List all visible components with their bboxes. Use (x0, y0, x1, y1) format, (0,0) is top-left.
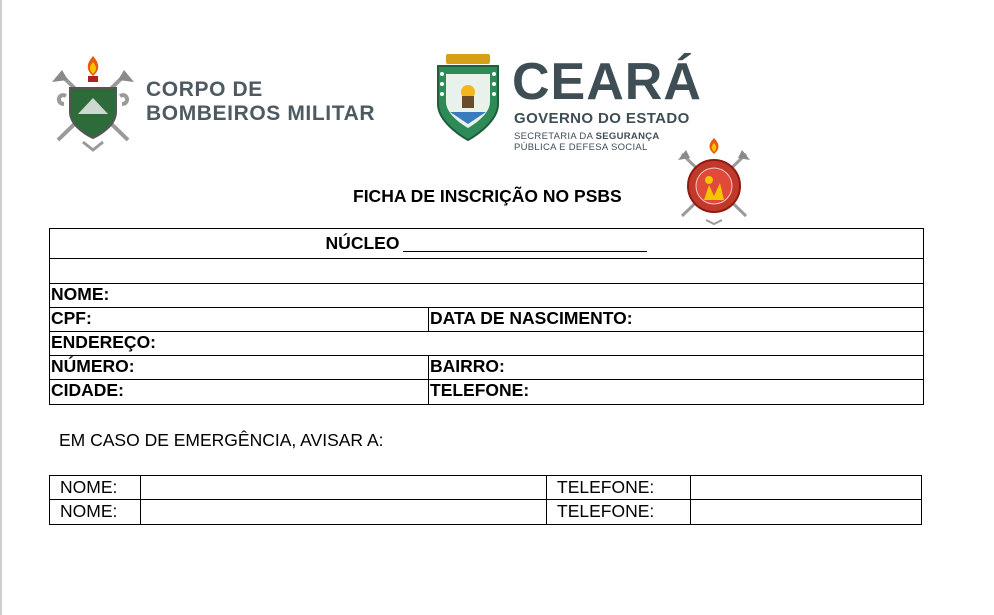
emergency-telefone-label: TELEFONE: (547, 500, 691, 524)
numero-row (50, 356, 923, 380)
telefone-field[interactable] (429, 380, 923, 404)
registration-table (49, 228, 924, 405)
emergency-nome-label: NOME: (50, 476, 141, 499)
cbm-logo-line1: CORPO DE (146, 78, 263, 101)
emergency-telefone-label: TELEFONE: (547, 476, 691, 499)
cpf-row (50, 308, 923, 332)
emergency-nome-field[interactable] (141, 500, 547, 524)
cbm-emblem-icon (48, 52, 138, 152)
cidade-row (50, 380, 923, 404)
form-title: FICHA DE INSCRIÇÃO NO PSBS (353, 186, 622, 206)
data-nascimento-field[interactable] (429, 308, 923, 331)
emergency-row (50, 476, 921, 500)
numero-field[interactable] (50, 356, 429, 379)
nucleo-label: NÚCLEO (325, 233, 400, 253)
nucleo-field[interactable] (403, 235, 647, 252)
ceara-subtitle: GOVERNO DO ESTADO (514, 110, 690, 127)
endereco-row[interactable] (50, 332, 923, 356)
emergency-nome-field[interactable] (141, 476, 547, 499)
secretaria-line1a: SECRETARIA DA (514, 131, 596, 142)
psbs-emblem-icon (676, 136, 752, 226)
cbm-logo-text (146, 78, 375, 126)
bairro-label: BAIRRO: (430, 356, 505, 376)
data-nascimento-label: DATA DE NASCIMENTO: (430, 308, 633, 328)
blank-row[interactable] (50, 259, 923, 284)
nucleo-row (50, 229, 923, 259)
emergency-table (49, 475, 922, 525)
secretaria-line2: PÚBLICA E DEFESA SOCIAL (514, 142, 648, 153)
cidade-field[interactable] (50, 380, 429, 404)
numero-label: NÚMERO: (51, 356, 135, 376)
cpf-label: CPF: (51, 308, 92, 328)
bairro-field[interactable] (429, 356, 923, 379)
emergency-telefone-field[interactable] (691, 500, 921, 524)
telefone-label: TELEFONE: (430, 380, 530, 400)
nome-label: NOME: (51, 284, 110, 304)
cbm-logo-line2: BOMBEIROS MILITAR (146, 102, 376, 125)
nome-row[interactable] (50, 284, 923, 308)
cpf-field[interactable] (50, 308, 429, 331)
endereco-label: ENDEREÇO: (51, 332, 157, 352)
emergency-heading: EM CASO DE EMERGÊNCIA, AVISAR A: (59, 430, 384, 450)
ceara-shield-icon (432, 52, 504, 142)
page-left-border (0, 0, 2, 615)
cidade-label: CIDADE: (51, 380, 124, 400)
emergency-telefone-field[interactable] (691, 476, 921, 499)
secretaria-line1b: SEGURANÇA (595, 131, 660, 142)
secretaria-text (514, 131, 660, 153)
emergency-row (50, 500, 921, 524)
emergency-nome-label: NOME: (50, 500, 141, 524)
ceara-title: CEARÁ (512, 53, 702, 111)
